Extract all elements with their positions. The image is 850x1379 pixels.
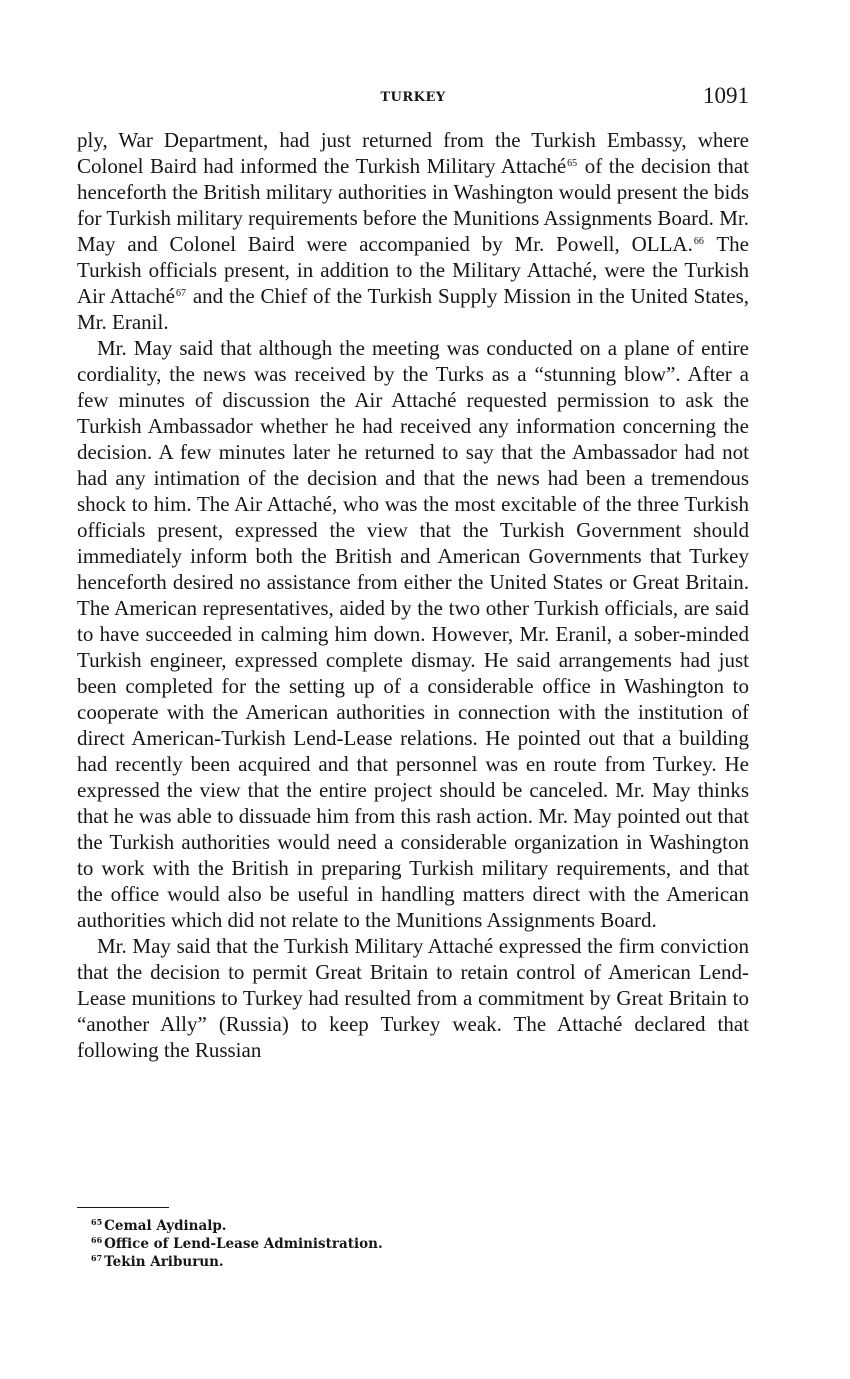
paragraph-3: Mr. May said that the Turkish Military Attaché expressed the firm conviction that the decision to permit Great Britain to retain control of American Lend-Lease munitions to Turkey had resulted from a commitment by Great Britain to “another Ally” (Russia) to keep Turkey weak. The Attaché declared that following the Russian bbox=[77, 934, 749, 1062]
footnote-ref-66: 66 bbox=[693, 236, 704, 247]
footnote-ref-67: 67 bbox=[176, 288, 186, 299]
body-text bbox=[77, 127, 749, 1063]
paragraph-1-text-d: and the Chief of the Turkish Supply Mission in the United States, Mr. Eranil. bbox=[77, 284, 750, 334]
footnote-number: 67 bbox=[91, 1253, 103, 1263]
running-title: TURKEY bbox=[380, 90, 446, 105]
page-header bbox=[77, 82, 749, 116]
footnote-ref-65: 65 bbox=[567, 158, 578, 169]
paragraph-1-text-b: of the decision that henceforth the British military authorities in Washington would present the bids for Turkish military requirements before the Munitions Assignments Board. Mr. May and Colonel Baird were accompanied by Mr. Powell, OLLA. bbox=[77, 154, 750, 256]
footnotes bbox=[91, 1217, 691, 1271]
footnote-66 bbox=[91, 1235, 691, 1253]
footnote-text: Office of Lend-Lease Administration. bbox=[104, 1236, 383, 1252]
paragraph-1-text-a: ply, War Department, had just returned from the Turkish Embassy, where Colonel Baird had informed the Turkish Military Attaché bbox=[77, 128, 749, 178]
footnote-65 bbox=[91, 1217, 691, 1235]
footnote-number: 65 bbox=[91, 1217, 103, 1227]
paragraph-1-text-c: The Turkish officials present, in addition to the Military Attaché, were the Turkish Air Attaché bbox=[77, 232, 749, 308]
paragraph-1 bbox=[77, 127, 749, 335]
footnote-rule bbox=[77, 1207, 169, 1208]
footnote-text: Cemal Aydinalp. bbox=[104, 1218, 227, 1234]
page-number: 1091 bbox=[703, 83, 749, 108]
footnote-text: Tekin Ariburun. bbox=[104, 1254, 224, 1270]
footnote-67 bbox=[91, 1253, 691, 1271]
paragraph-2: Mr. May said that although the meeting was conducted on a plane of entire cordiality, the news was received by the Turks as a “stunning blow”. After a few minutes of discussion the Air Attaché requested permission to ask the Turkish Ambassador whether he had received any information concerning the decision. A few minutes later he returned to say that the Ambassador had not had any intimation of the decision and that the news had been a tremendous shock to him. The Air Attaché, who was the most excitable of the three Turkish officials present, expressed the view that the Turkish Government should immediately inform both the British and American Governments that Turkey henceforth desired no assistance from either the United States or Great Britain. The American representatives, aided by the two other Turkish officials, are said to have succeeded in calming him down. However, Mr. Eranil, a sober-minded Turkish engineer, expressed complete dismay. He said arrangements had just been completed for the setting up of a considerable office in Washington to cooperate with the American authorities in connection with the institution of direct American-Turkish Lend-Lease relations. He pointed out that a building had recently been acquired and that personnel was en route from Turkey. He expressed the view that the entire project should be canceled. Mr. May thinks that he was able to dissuade him from this rash action. Mr. May pointed out that the Turkish authorities would need a considerable organization in Washington to work with the British in preparing Turkish military requirements, and that the office would also be useful in handling matters direct with the American authorities which did not relate to the Munitions Assignments Board. bbox=[77, 336, 749, 932]
footnote-number: 66 bbox=[91, 1235, 103, 1245]
